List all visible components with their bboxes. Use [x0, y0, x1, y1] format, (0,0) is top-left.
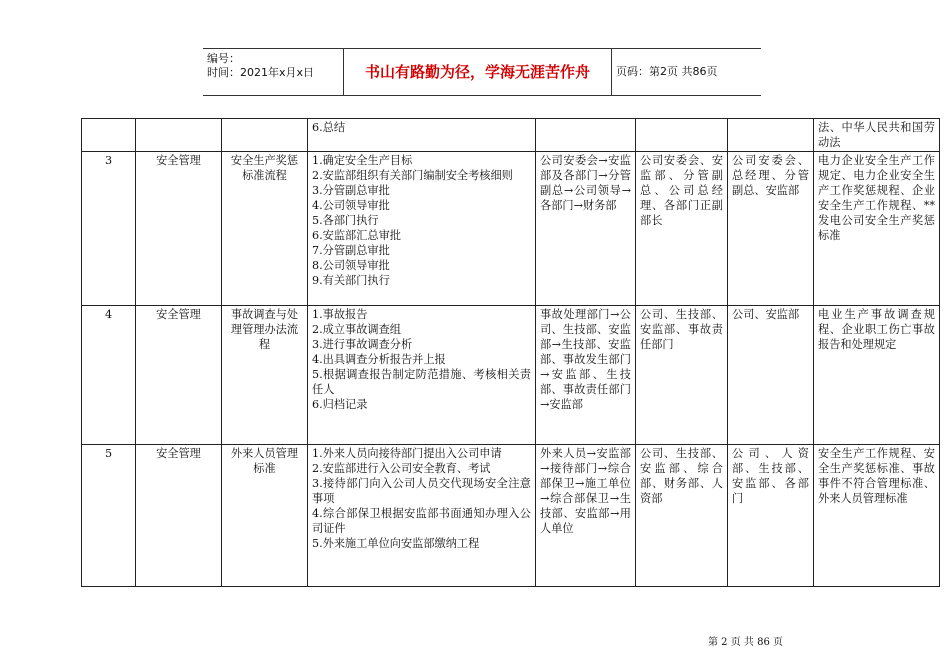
table-row	[82, 306, 940, 445]
step-item: 1.事故报告	[312, 308, 368, 321]
row-category: 安全管理	[136, 152, 222, 306]
step-item: 8.公司领导审批	[312, 259, 390, 272]
row-number: 4	[82, 306, 136, 445]
row-responsible: 公司、生技部、安监部、综合部、财务部、人资部	[636, 445, 728, 587]
row-process-name: 事故调查与处理管理办法流程	[222, 306, 308, 445]
row-basis: 电力企业安全生产工作规定、电力企业安全生产工作奖惩规程、企业安全生产工作规程、**发电公司安全生产奖惩标准	[814, 152, 940, 306]
row-flow: 公司安委会→安监部及各部门→分管副总→公司领导→各部门→财务部	[536, 152, 636, 306]
row-responsible: 公司、生技部、安监部、事故责任部门	[636, 306, 728, 445]
row-responsible	[636, 119, 728, 152]
step-item: 9.有关部门执行	[312, 274, 390, 287]
step-item: 7.分管副总审批	[312, 244, 390, 257]
header-page-label: 页码：第2页 共86页	[616, 65, 718, 78]
step-item: 2.安监部进行入公司安全教育、考试	[312, 462, 491, 475]
row-steps	[308, 306, 536, 445]
table-row	[82, 445, 940, 587]
step-item: 6.归档记录	[312, 398, 368, 411]
row-category: 安全管理	[136, 306, 222, 445]
row-flow	[536, 119, 636, 152]
row-flow: 外来人员→安监部→接待部门→综合部保卫→施工单位→综合部保卫→生技部、安监部→用人单位	[536, 445, 636, 587]
row-process-name: 外来人员管理标准	[222, 445, 308, 587]
row-basis: 法、中华人民共和国劳动法	[814, 119, 940, 152]
table-row	[82, 152, 940, 306]
row-approver: 公司、人资部、生技部、安监部、各部门	[728, 445, 814, 587]
step-item: 4.综合部保卫根据安监部书面通知办理入公司证件	[312, 507, 531, 535]
time-label: 时间：2021年x月x日	[207, 66, 315, 79]
step-item: 5.外来施工单位向安监部缴纳工程	[312, 537, 480, 550]
row-approver: 公司、安监部	[728, 306, 814, 445]
row-approver: 公司安委会、总经理、分管副总、安监部	[728, 152, 814, 306]
step-item: 1.确定安全生产目标	[312, 154, 413, 167]
row-responsible: 公司安委会、安监部、分管副总、公司总经理、各部门正副部长	[636, 152, 728, 306]
row-steps	[308, 445, 536, 587]
row-number	[82, 119, 136, 152]
step-item: 4.出具调查分析报告并上报	[312, 353, 446, 366]
row-number: 3	[82, 152, 136, 306]
header-info-cell	[203, 49, 344, 95]
row-process-name: 安全生产奖惩标准流程	[222, 152, 308, 306]
row-steps	[308, 152, 536, 306]
row-approver	[728, 119, 814, 152]
page-header	[203, 48, 761, 96]
number-label: 编号：	[207, 52, 240, 65]
row-flow: 事故处理部门→公司、生技部、安监部→生技部、安监部、事故发生部门→安监部、生技部、事故责任部门→安监部	[536, 306, 636, 445]
step-item: 5.根据调查报告制定防范措施、考核相关责任人	[312, 368, 531, 396]
step-item: 5.各部门执行	[312, 214, 379, 227]
step-item: 6.安监部汇总审批	[312, 229, 401, 242]
step-item: 1.外来人员向接待部门提出入公司申请	[312, 447, 502, 460]
page-footer: 第 2 页 共 86 页	[708, 637, 783, 648]
header-motto: 书山有路勤为径，学海无涯苦作舟	[344, 49, 612, 95]
row-category: 安全管理	[136, 445, 222, 587]
step-item: 3.进行事故调查分析	[312, 338, 413, 351]
step-item: 4.公司领导审批	[312, 199, 390, 212]
step-item: 6.总结	[312, 121, 346, 134]
row-number: 5	[82, 445, 136, 587]
step-item: 2.安监部组织有关部门编制安全考核细则	[312, 169, 513, 182]
row-process-name	[222, 119, 308, 152]
row-basis: 电业生产事故调查规程、企业职工伤亡事故报告和处理规定	[814, 306, 940, 445]
table-row	[82, 119, 940, 152]
process-table	[81, 118, 940, 587]
row-category	[136, 119, 222, 152]
step-item: 3.接待部门向入公司人员交代现场安全注意事项	[312, 477, 531, 505]
row-steps	[308, 119, 536, 152]
row-basis: 安全生产工作规程、安全生产奖惩标准、事故事件不符合管理标准、外来人员管理标准	[814, 445, 940, 587]
step-item: 3.分管副总审批	[312, 184, 390, 197]
step-item: 2.成立事故调查组	[312, 323, 401, 336]
